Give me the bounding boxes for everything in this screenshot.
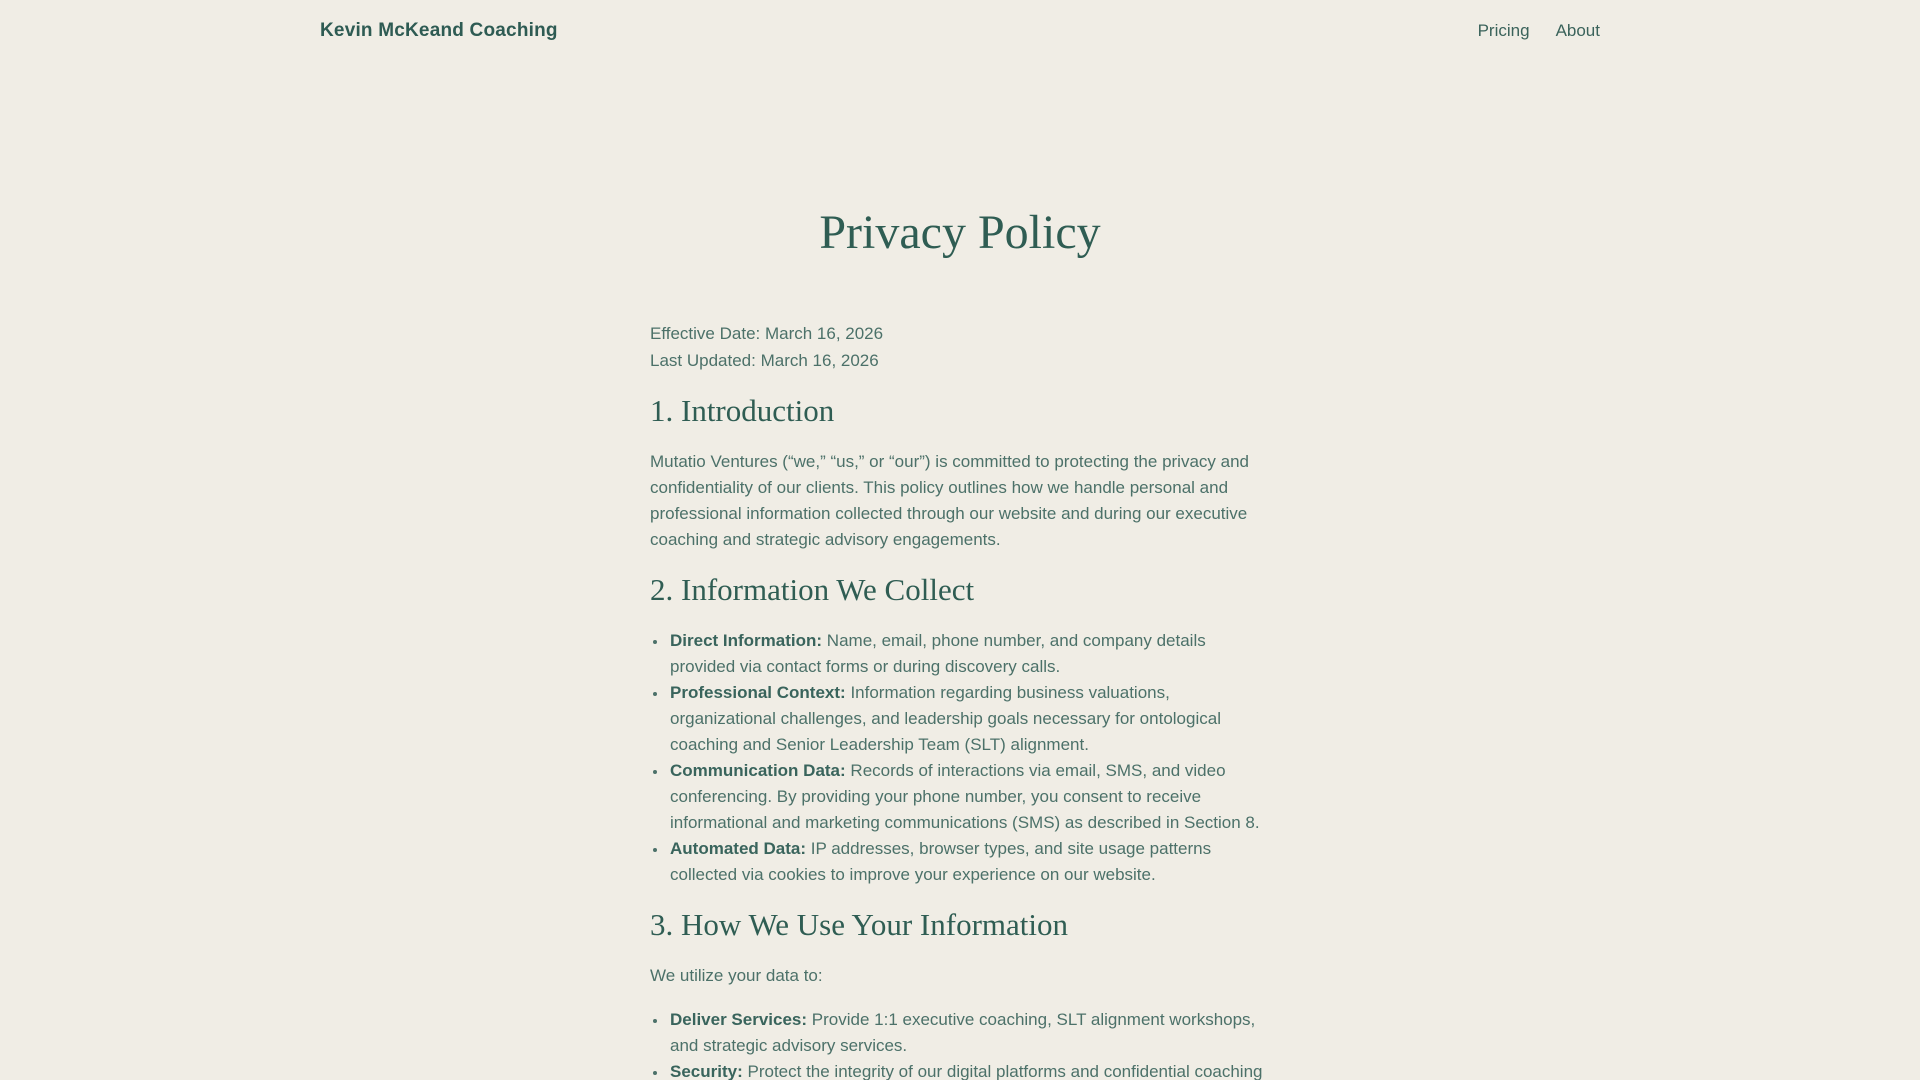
list-item	[668, 628, 1270, 680]
nav-link-about[interactable]: About	[1555, 21, 1600, 40]
effective-date: Effective Date: March 16, 2026	[650, 324, 884, 344]
bullet-text: IP addresses, browser types, and site usage patterns collected via cookies to improve your experience on our website.	[670, 838, 1212, 884]
site-header	[320, 0, 1600, 62]
list-item	[668, 758, 1270, 836]
list-item	[668, 836, 1270, 888]
bullet-text: Protect the integrity of our digital platforms and confidential coaching	[747, 1061, 1263, 1080]
information-we-collect-list	[650, 628, 1270, 888]
brand-link[interactable]: Kevin McKeand Coaching	[320, 20, 558, 41]
bullet-lead: Automated Data:	[670, 838, 807, 858]
bullet-lead: Direct Information:	[670, 630, 823, 650]
bullet-lead: Professional Context:	[670, 682, 846, 702]
page-title: Privacy Policy	[819, 206, 1101, 259]
dates-block	[650, 320, 1270, 374]
bullet-lead: Security:	[670, 1061, 743, 1080]
last-updated: Last Updated: March 16, 2026	[650, 351, 879, 371]
introduction-paragraph: Mutatio Ventures (“we,” “us,” or “our”) is committed to protecting the privacy and confidentiality of our clients. This policy outlines how we handle personal and professional information collected through our website and during our executive coaching and strategic advisory engagements.	[650, 452, 1250, 550]
how-we-use-intro: We utilize your data to:	[650, 965, 823, 985]
how-we-use-list	[650, 1007, 1270, 1080]
list-item	[668, 1059, 1270, 1080]
section-heading-introduction: 1. Introduction	[650, 393, 835, 429]
bullet-text: Information regarding business valuations, organizational challenges, and leadership goals necessary for ontological coaching and Senior Leadership Team (SLT) alignment.	[670, 682, 1221, 754]
nav-link-pricing[interactable]: Pricing	[1477, 21, 1530, 40]
bullet-text: Name, email, phone number, and company details provided via contact forms or during discovery calls.	[670, 630, 1206, 676]
privacy-policy-article	[650, 62, 1270, 1080]
bullet-lead: Deliver Services:	[670, 1009, 808, 1029]
bullet-lead: Communication Data:	[670, 760, 846, 780]
section-heading-information-we-collect: 2. Information We Collect	[650, 572, 975, 608]
main-nav	[1478, 21, 1600, 41]
bullet-text: Provide 1:1 executive coaching, SLT alignment workshops, and strategic advisory services.	[670, 1009, 1256, 1055]
list-item	[668, 680, 1270, 758]
bullet-text: Records of interactions via email, SMS, and video conferencing. By providing your phone number, you consent to receive informational and marketing communications (SMS) as described in Section 8.	[670, 760, 1260, 832]
list-item	[668, 1007, 1270, 1059]
section-heading-how-we-use: 3. How We Use Your Information	[650, 906, 1068, 942]
